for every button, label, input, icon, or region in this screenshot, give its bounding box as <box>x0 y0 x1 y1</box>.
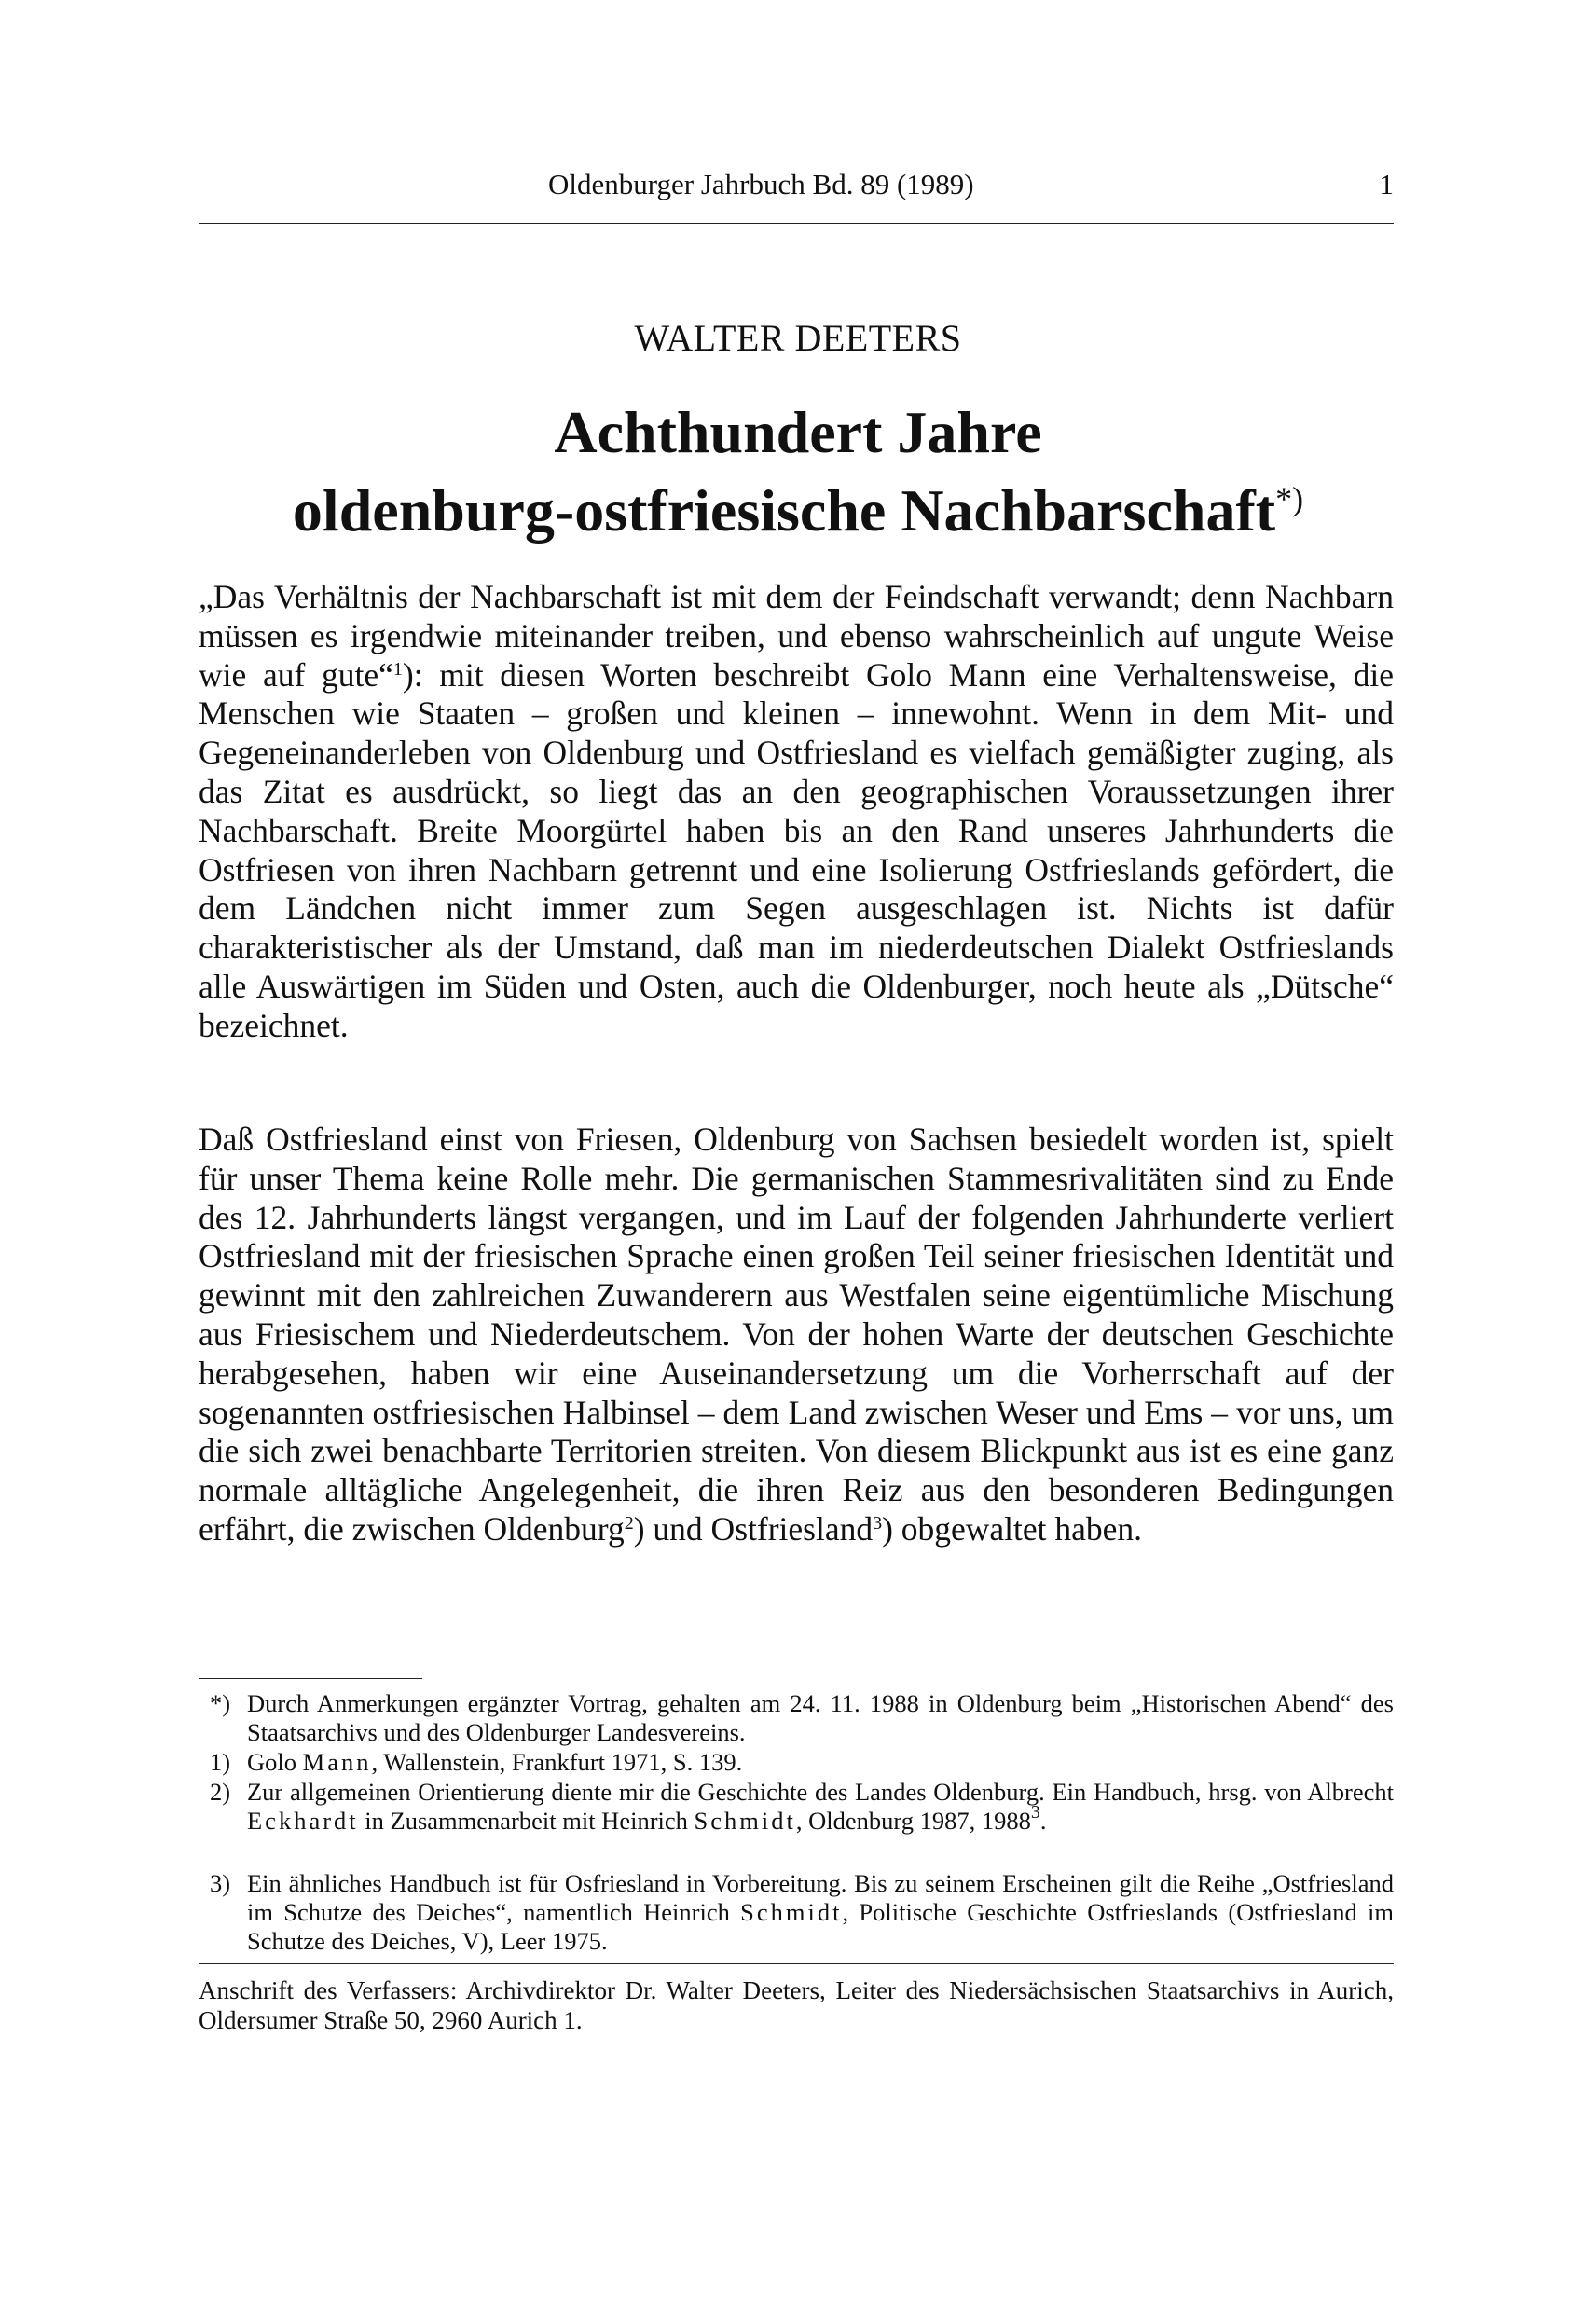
footnote-rule <box>199 1678 422 1679</box>
author-name: WALTER DEETERS <box>634 317 962 359</box>
footnote-1-author: Mann <box>302 1748 372 1776</box>
footnote-1 <box>199 1748 1394 1777</box>
footnote-ref-1: 1 <box>392 658 403 680</box>
footnote-1-text-b: , Wallenstein, Frankfurt 1971, S. 139. <box>371 1748 743 1776</box>
footnote-2-text-d: . <box>1039 1806 1047 1835</box>
paragraph-2-text-c: ) obgewaltet haben. <box>882 1509 1143 1548</box>
footnote-1-text-a: Golo <box>247 1748 303 1776</box>
footnote-3 <box>199 1869 1394 1955</box>
footnote-3-mark: 3) <box>210 1869 231 1897</box>
footnote-2-text-b: in Zusammenarbeit mit Heinrich <box>358 1806 695 1835</box>
footnote-ref-3: 3 <box>873 1512 883 1534</box>
paragraph-2-text-a: Daß Ostfriesland einst von Friesen, Oldenburg von Sachsen besiedelt worden ist, spielt für unser Thema keine Rolle mehr. Die germanischen Stammesrivalitäten sind zu Ende des 12. Jahrhunderts längst vergangen, und im Lauf der folgenden Jahrhunderte verliert Ostfriesland mit der friesischen Sprache einen großen Teil seiner friesischen Identität und gewinnt mit den zahlreichen Zuwanderern aus Westfalen seine eigentümliche Mischung aus Friesischem und Niederdeutschem. Von der hohen Warte der deutschen Geschichte herabgesehen, haben wir eine Auseinandersetzung um die Vorherrschaft auf der sogenannten ostfriesischen Halbinsel – dem Land zwischen Weser und Ems – vor uns, um die sich zwei benachbarte Territorien streiten. Von diesem Blickpunkt aus ist es eine ganz normale alltägliche Angelegenheit, die ihren Reiz aus den besonderen Bedingungen erfährt, die zwischen Oldenburg <box>199 1121 1394 1548</box>
paragraph-1-text-a: „Das Verhältnis der Nachbarschaft ist mit dem der Feindschaft verwandt; denn Nachbarn müssen es irgendwie miteinander treiben, und ebenso wahrscheinlich auf ungute Weise wie auf gute“ <box>199 578 1394 694</box>
footnote-star-text: Durch Anmerkungen ergänzter Vortrag, gehalten am 24. 11. 1988 in Oldenburg beim „Historischen Abend“ des Staatsarchivs und des Oldenburger Landesvereins. <box>247 1689 1394 1746</box>
footnote-2-text-a: Zur allgemeinen Orientierung diente mir die Geschichte des Landes Oldenburg. Ein Handbuch, hrsg. von Albrecht <box>247 1778 1394 1806</box>
footnote-3-author: Schmidt <box>740 1897 843 1926</box>
page-number: 1 <box>1379 168 1394 200</box>
footnote-2-text-c: , Oldenburg 1987, 1988 <box>795 1806 1031 1835</box>
footnote-2-mark: 2) <box>210 1778 231 1806</box>
footnote-2-author-a: Eckhardt <box>247 1806 359 1835</box>
title-line-1: Achthundert Jahre <box>554 399 1042 465</box>
footnote-3-text-b: , Politische Geschichte Ostfrieslands (Ostfriesland im Schutze des Deiches, V), Leer 1975. <box>247 1897 1394 1955</box>
footnote-1-mark: 1) <box>210 1748 231 1776</box>
paragraph-2 <box>199 1121 1394 1549</box>
footnote-2-text <box>247 1778 1394 1836</box>
address-rule <box>199 1963 1394 1964</box>
author-address: Anschrift des Verfassers: Archivdirektor Dr. Walter Deeters, Leiter des Niedersächsischen Staatsarchivs in Aurich, Oldersumer Straße 50, 2960 Aurich 1. <box>199 1976 1394 2034</box>
footnote-ref-2: 2 <box>624 1512 634 1534</box>
title-note-mark: *) <box>1275 480 1304 517</box>
journal-title: Oldenburger Jahrbuch Bd. 89 (1989) <box>548 168 974 200</box>
footnote-2 <box>199 1778 1394 1836</box>
paragraph-1 <box>199 578 1394 1046</box>
footnote-3-text-a: Ein ähnliches Handbuch ist für Osfriesland in Vorbereitung. Bis zu seinem Erscheinen gilt die Reihe „Ostfriesland im Schutze des Deiches“, namentlich Heinrich <box>247 1869 1394 1926</box>
footnote-2-author-b: Schmidt <box>694 1806 796 1835</box>
header-rule <box>199 223 1394 224</box>
title-line-2-text: oldenburg-ostfriesische Nachbarschaft <box>292 477 1276 544</box>
article-title <box>0 393 1596 550</box>
paragraph-2-text-b: ) und Ostfriesland <box>633 1509 874 1548</box>
footnote-star-mark: *) <box>210 1689 231 1717</box>
title-line-2 <box>0 472 1596 550</box>
footnote-star <box>199 1689 1394 1747</box>
footnote-1-text <box>247 1748 1394 1777</box>
paragraph-1-text-b: ): mit diesen Worten beschreibt Golo Mann eine Verhaltensweise, die Menschen wie Staaten – großen und kleinen – innewohnt. Wenn in dem Mit- und Gegeneinanderleben von Oldenburg und Ostfriesland es vielfach gemäßigter zuging, als das Zitat es ausdrückt, so liegt das an den geographischen Voraussetzungen ihrer Nachbarschaft. Breite Moorgürtel haben bis an den Rand unseres Jahrhunderts die Ostfriesen von ihren Nachbarn getrennt und eine Isolierung Ostfrieslands gefördert, die dem Ländchen nicht immer zum Segen ausgeschlagen ist. Nichts ist dafür charakteristischer als der Umstand, daß man im niederdeutschen Dialekt Ostfrieslands alle Auswärtigen im Süden und Osten, auch die Oldenburger, noch heute als „Dütsche“ bezeichnet. <box>199 655 1394 1044</box>
footnote-3-text <box>247 1869 1394 1955</box>
footnote-2-edition: 3 <box>1030 1801 1040 1823</box>
